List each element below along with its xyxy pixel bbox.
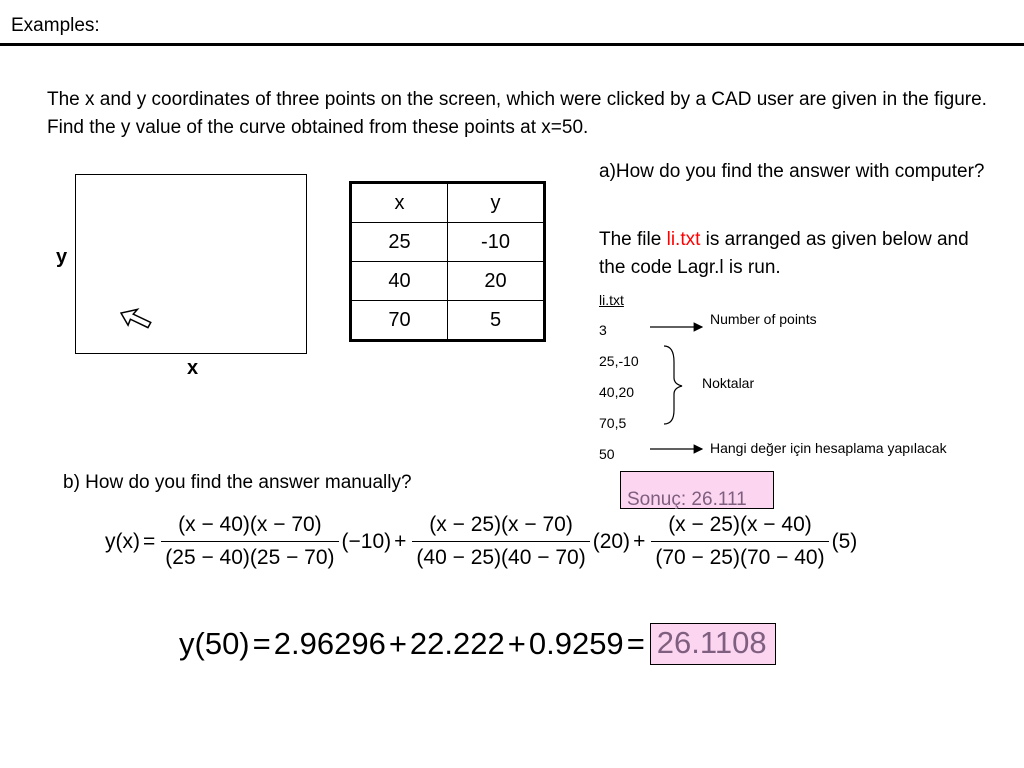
coefficient-1: (−10) bbox=[341, 529, 392, 553]
result-badge: Sonuç: 26.111 bbox=[620, 471, 774, 509]
title-divider bbox=[0, 43, 1024, 46]
file-desc-filename: li.txt bbox=[666, 229, 701, 250]
cell-y: 20 bbox=[448, 262, 545, 301]
fraction-2-numerator: (x − 25)(x − 70) bbox=[429, 513, 573, 536]
annotation-hangi: Hangi değer için hesaplama yapılacak bbox=[710, 440, 947, 456]
cursor-arrow-icon bbox=[120, 304, 154, 338]
y-axis-label: y bbox=[56, 246, 68, 268]
screen-frame bbox=[75, 174, 307, 354]
file-line: 40,20 bbox=[599, 384, 635, 400]
header-x: x bbox=[351, 183, 448, 223]
coordinates-table bbox=[349, 181, 546, 342]
file-line: 50 bbox=[599, 446, 615, 462]
fraction-3 bbox=[651, 513, 828, 570]
header-y: y bbox=[448, 183, 545, 223]
fraction-2-denominator: (40 − 25)(40 − 70) bbox=[412, 541, 589, 570]
cell-x: 25 bbox=[351, 223, 448, 262]
plus-sign: + bbox=[388, 626, 407, 661]
result-lhs: y(50) bbox=[179, 626, 250, 661]
coefficient-2: (20) bbox=[592, 529, 631, 553]
result-equals: = bbox=[252, 626, 271, 661]
cell-y: -10 bbox=[448, 223, 545, 262]
plus-sign: + bbox=[394, 529, 407, 553]
fraction-3-numerator: (x − 25)(x − 40) bbox=[668, 513, 812, 536]
cell-x: 40 bbox=[351, 262, 448, 301]
annotation-arrows bbox=[640, 310, 710, 460]
fraction-1-numerator: (x − 40)(x − 70) bbox=[178, 513, 322, 536]
fraction-3-denominator: (70 − 25)(70 − 40) bbox=[651, 541, 828, 570]
final-answer-box: 26.1108 bbox=[650, 623, 776, 665]
file-line: 25,-10 bbox=[599, 353, 639, 369]
table-header-row bbox=[351, 183, 545, 223]
slide-title: Examples: bbox=[11, 15, 100, 36]
noktalar-brace bbox=[664, 346, 682, 424]
file-description bbox=[599, 226, 999, 282]
table-row bbox=[351, 262, 545, 301]
annotation-number-of-points: Number of points bbox=[710, 311, 817, 327]
result-term-2: 22.222 bbox=[409, 626, 505, 661]
cell-y: 5 bbox=[448, 301, 545, 341]
formula-equals: = bbox=[143, 529, 156, 553]
coefficient-3: (5) bbox=[831, 529, 858, 553]
question-a: a)How do you find the answer with computer? bbox=[599, 161, 985, 182]
result-term-1: 2.96296 bbox=[273, 626, 386, 661]
annotation-noktalar: Noktalar bbox=[702, 375, 755, 391]
plus-sign: + bbox=[633, 529, 646, 553]
question-b: b) How do you find the answer manually? bbox=[63, 472, 412, 493]
fraction-2 bbox=[412, 513, 589, 570]
cell-x: 70 bbox=[351, 301, 448, 341]
table-row bbox=[351, 223, 545, 262]
file-desc-suffix: is arranged as given below and the code Lagr.l is run. bbox=[599, 229, 969, 278]
x-axis-label: x bbox=[187, 357, 199, 379]
result-term-3: 0.9259 bbox=[528, 626, 624, 661]
lagrange-formula bbox=[105, 513, 857, 570]
fraction-1 bbox=[161, 513, 338, 570]
result-equation bbox=[179, 623, 776, 665]
fraction-1-denominator: (25 − 40)(25 − 70) bbox=[161, 541, 338, 570]
table-row bbox=[351, 301, 545, 341]
file-listing-name: li.txt bbox=[599, 292, 624, 308]
formula-lhs: y(x) bbox=[105, 529, 140, 553]
file-line: 3 bbox=[599, 322, 607, 338]
plus-sign: + bbox=[507, 626, 526, 661]
problem-statement: The x and y coordinates of three points on the screen, which were clicked by a CAD user are given in the figure. Find the y value of the curve obtained from these points at x=50. bbox=[47, 89, 987, 138]
file-desc-prefix: The file bbox=[599, 229, 667, 250]
result-equals: = bbox=[626, 626, 645, 661]
file-line: 70,5 bbox=[599, 415, 627, 431]
